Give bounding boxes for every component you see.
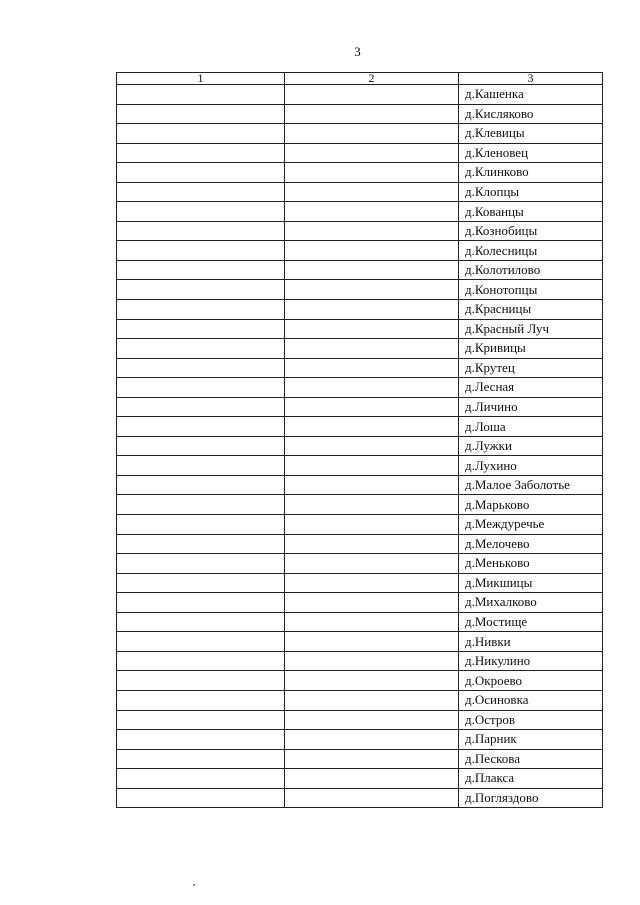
- table-cell-col3: д.Клевицы: [459, 124, 603, 144]
- table-cell-col2: [285, 280, 459, 300]
- table-row: [117, 690, 603, 710]
- table-row: [117, 436, 603, 456]
- table-cell-col1: [117, 534, 285, 554]
- table-cell-col1: [117, 221, 285, 241]
- table-cell-col1: [117, 417, 285, 437]
- table-row: [117, 280, 603, 300]
- column-header-2: 2: [285, 73, 459, 85]
- table-cell-col1: [117, 339, 285, 359]
- table-cell-col1: [117, 554, 285, 574]
- table-cell-col1: [117, 124, 285, 144]
- table-cell-col1: [117, 710, 285, 730]
- table-cell-col3: д.Кисляково: [459, 104, 603, 124]
- table-cell-col2: [285, 456, 459, 476]
- table-cell-col3: д.Лухино: [459, 456, 603, 476]
- table-cell-col1: [117, 241, 285, 261]
- table-cell-col1: [117, 104, 285, 124]
- table-cell-col3: д.Крутец: [459, 358, 603, 378]
- table-cell-col2: [285, 534, 459, 554]
- table-cell-col3: д.Красный Луч: [459, 319, 603, 339]
- table-cell-col2: [285, 163, 459, 183]
- table-row: [117, 769, 603, 789]
- table-cell-col3: д.Клопцы: [459, 182, 603, 202]
- table-cell-col2: [285, 730, 459, 750]
- table-row: [117, 651, 603, 671]
- table-cell-col3: д.Никулино: [459, 651, 603, 671]
- table-cell-col2: [285, 749, 459, 769]
- table-cell-col3: д.Кованцы: [459, 202, 603, 222]
- table-cell-col1: [117, 85, 285, 105]
- table-cell-col1: [117, 495, 285, 515]
- table-cell-col3: д.Кашенка: [459, 85, 603, 105]
- table-cell-col2: [285, 554, 459, 574]
- settlements-table: [116, 72, 603, 808]
- table-cell-col1: [117, 163, 285, 183]
- table-row: [117, 749, 603, 769]
- table-cell-col3: д.Остров: [459, 710, 603, 730]
- table-row: [117, 300, 603, 320]
- table-row: [117, 182, 603, 202]
- table-row: [117, 593, 603, 613]
- table-cell-col1: [117, 769, 285, 789]
- table-row: [117, 358, 603, 378]
- table-row: [117, 378, 603, 398]
- table-cell-col2: [285, 85, 459, 105]
- table-row: [117, 202, 603, 222]
- table-cell-col2: [285, 612, 459, 632]
- table-header-row: [117, 73, 603, 85]
- table-row: [117, 475, 603, 495]
- table-cell-col2: [285, 339, 459, 359]
- table-row: [117, 495, 603, 515]
- table-cell-col3: д.Колотилово: [459, 260, 603, 280]
- table-cell-col1: [117, 436, 285, 456]
- table-row: [117, 241, 603, 261]
- table-cell-col3: д.Лоша: [459, 417, 603, 437]
- table-cell-col3: д.Марьково: [459, 495, 603, 515]
- table-cell-col1: [117, 456, 285, 476]
- table-cell-col3: д.Малое Заболотье: [459, 475, 603, 495]
- table-cell-col3: д.Меньково: [459, 554, 603, 574]
- table-cell-col2: [285, 573, 459, 593]
- table-row: [117, 417, 603, 437]
- table-cell-col2: [285, 651, 459, 671]
- table-cell-col1: [117, 593, 285, 613]
- table-cell-col1: [117, 651, 285, 671]
- table-cell-col2: [285, 378, 459, 398]
- table-row: [117, 671, 603, 691]
- table-cell-col2: [285, 769, 459, 789]
- table-cell-col2: [285, 417, 459, 437]
- table-cell-col1: [117, 182, 285, 202]
- table-cell-col2: [285, 358, 459, 378]
- table-cell-col1: [117, 515, 285, 535]
- table-cell-col2: [285, 104, 459, 124]
- table-cell-col3: д.Плакса: [459, 769, 603, 789]
- table-cell-col3: д.Мостище: [459, 612, 603, 632]
- table-cell-col1: [117, 788, 285, 808]
- table-cell-col2: [285, 593, 459, 613]
- table-cell-col2: [285, 495, 459, 515]
- table-cell-col3: д.Погляздово: [459, 788, 603, 808]
- table-cell-col3: д.Мелочево: [459, 534, 603, 554]
- page-number: 3: [354, 44, 361, 59]
- table-row: [117, 319, 603, 339]
- table-cell-col2: [285, 632, 459, 652]
- table-cell-col2: [285, 221, 459, 241]
- table-cell-col3: д.Парник: [459, 730, 603, 750]
- table-cell-col3: д.Кознобицы: [459, 221, 603, 241]
- table-cell-col1: [117, 358, 285, 378]
- table-cell-col3: д.Микшицы: [459, 573, 603, 593]
- table-row: [117, 788, 603, 808]
- table-cell-col3: д.Осиновка: [459, 690, 603, 710]
- table-cell-col3: д.Михалково: [459, 593, 603, 613]
- table-row: [117, 260, 603, 280]
- table-cell-col1: [117, 573, 285, 593]
- table-row: [117, 339, 603, 359]
- table-cell-col3: д.Красницы: [459, 300, 603, 320]
- table-cell-col1: [117, 475, 285, 495]
- table-cell-col3: д.Междуречье: [459, 515, 603, 535]
- table-cell-col1: [117, 202, 285, 222]
- table-cell-col3: д.Лужки: [459, 436, 603, 456]
- table-row: [117, 85, 603, 105]
- table-row: [117, 456, 603, 476]
- table-row: [117, 632, 603, 652]
- table-cell-col3: д.Окроево: [459, 671, 603, 691]
- table-cell-col1: [117, 319, 285, 339]
- table-cell-col2: [285, 788, 459, 808]
- table-cell-col1: [117, 690, 285, 710]
- table-row: [117, 573, 603, 593]
- table-cell-col2: [285, 475, 459, 495]
- table-row: [117, 143, 603, 163]
- table-cell-col1: [117, 612, 285, 632]
- table-cell-col1: [117, 397, 285, 417]
- table-cell-col2: [285, 182, 459, 202]
- column-header-1: 1: [117, 73, 285, 85]
- table-cell-col3: д.Клинково: [459, 163, 603, 183]
- table-cell-col1: [117, 300, 285, 320]
- table-cell-col2: [285, 515, 459, 535]
- table-row: [117, 124, 603, 144]
- table-cell-col1: [117, 260, 285, 280]
- table-row: [117, 397, 603, 417]
- table-cell-col2: [285, 202, 459, 222]
- table-cell-col1: [117, 632, 285, 652]
- table-cell-col2: [285, 300, 459, 320]
- column-header-3: 3: [459, 73, 603, 85]
- table-cell-col1: [117, 378, 285, 398]
- scan-speck: [193, 884, 195, 886]
- table-cell-col3: д.Нивки: [459, 632, 603, 652]
- table-cell-col1: [117, 730, 285, 750]
- table-cell-col3: д.Личино: [459, 397, 603, 417]
- table-cell-col2: [285, 397, 459, 417]
- table-cell-col3: д.Колесницы: [459, 241, 603, 261]
- table-cell-col2: [285, 671, 459, 691]
- table-cell-col1: [117, 749, 285, 769]
- table-row: [117, 515, 603, 535]
- table-cell-col2: [285, 710, 459, 730]
- table-body: [117, 85, 603, 808]
- table-row: [117, 612, 603, 632]
- table-cell-col3: д.Кривицы: [459, 339, 603, 359]
- table-cell-col3: д.Конотопцы: [459, 280, 603, 300]
- table-cell-col2: [285, 241, 459, 261]
- table-cell-col2: [285, 143, 459, 163]
- table-row: [117, 710, 603, 730]
- table-cell-col1: [117, 671, 285, 691]
- table-row: [117, 730, 603, 750]
- table-cell-col1: [117, 280, 285, 300]
- table-cell-col2: [285, 690, 459, 710]
- table-row: [117, 554, 603, 574]
- table-cell-col1: [117, 143, 285, 163]
- table-cell-col3: д.Лесная: [459, 378, 603, 398]
- table-cell-col2: [285, 260, 459, 280]
- table-cell-col3: д.Пескова: [459, 749, 603, 769]
- table-cell-col2: [285, 319, 459, 339]
- table-row: [117, 163, 603, 183]
- table-row: [117, 534, 603, 554]
- table-cell-col3: д.Кленовец: [459, 143, 603, 163]
- table-row: [117, 104, 603, 124]
- table-row: [117, 221, 603, 241]
- table-cell-col2: [285, 124, 459, 144]
- table-cell-col2: [285, 436, 459, 456]
